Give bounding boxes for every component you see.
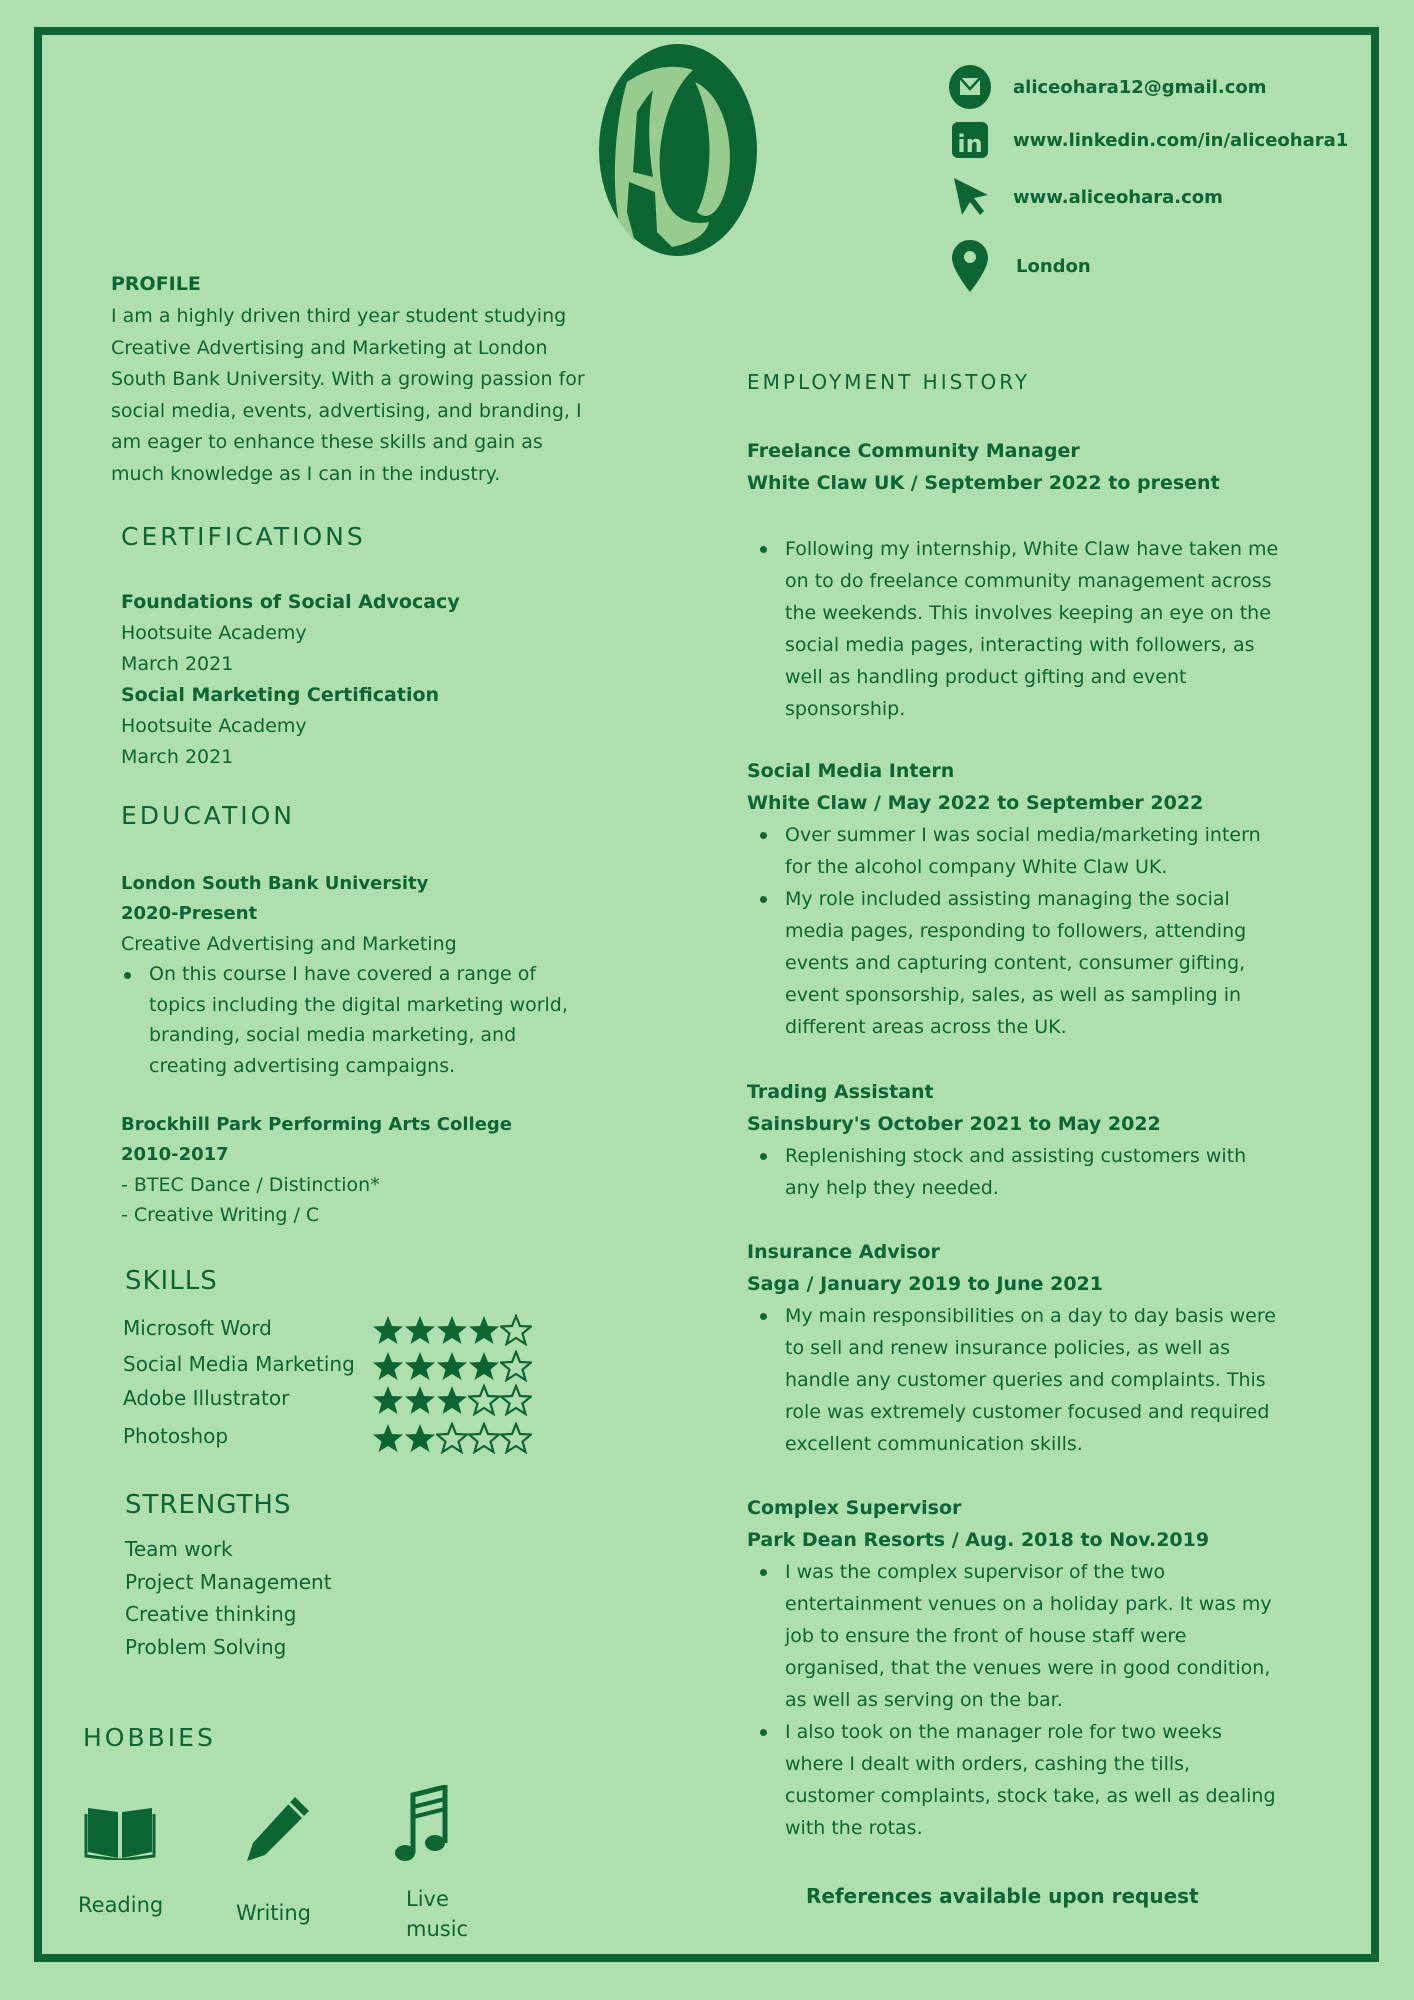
job-company-dates: White Claw UK / September 2022 to present xyxy=(747,472,1220,494)
certification-issuer: Hootsuite Academy xyxy=(121,622,307,644)
job-bullet: I also took on the manager role for two weeks where I dealt with orders, cashing the tills, customer complaints, stock take, as well as dealing with the rotas. xyxy=(747,1716,1347,1844)
contact-linkedin[interactable] xyxy=(948,118,1349,162)
contact-location xyxy=(948,238,1091,294)
job-title: Social Media Intern xyxy=(747,760,955,782)
job-company-dates: Saga / January 2019 to June 2021 xyxy=(747,1273,1103,1295)
profile-text: I am a highly driven third year student studying Creative Advertising and Marketing at London South Bank University. With a growing passion for social media, events, advertising, and branding, I am eager to enhance these skills and gain as much knowledge as I can in the industry. xyxy=(111,305,585,485)
star-filled-icon xyxy=(372,1384,404,1416)
job-bullets xyxy=(747,1300,1347,1460)
certification-item xyxy=(121,680,460,773)
job-company-dates: White Claw / May 2022 to September 2022 xyxy=(747,792,1204,814)
education-heading: EDUCATION xyxy=(121,801,295,830)
skill-rating xyxy=(372,1350,532,1382)
star-filled-icon xyxy=(468,1314,500,1346)
strength-item: Problem Solving xyxy=(125,1634,287,1659)
star-filled-icon xyxy=(404,1422,436,1454)
star-filled-icon xyxy=(404,1314,436,1346)
star-filled-icon xyxy=(372,1422,404,1454)
job-bullet: My role included assisting managing the social media pages, responding to followers, attending events and capturing content, consumer gifting, event sponsorship, sales, as well as sampling in different areas across the UK. xyxy=(747,883,1347,1043)
certification-issuer: Hootsuite Academy xyxy=(121,715,307,737)
job-bullets xyxy=(747,1556,1347,1844)
certification-title: Social Marketing Certification xyxy=(121,684,440,706)
linkedin-text[interactable]: www.linkedin.com/in/aliceohara1 xyxy=(1013,129,1349,151)
location-pin-icon xyxy=(948,238,992,294)
job-title: Complex Supervisor xyxy=(747,1497,962,1519)
job-title: Insurance Advisor xyxy=(747,1241,940,1263)
strength-item: Project Management xyxy=(125,1569,332,1594)
employment-heading: EMPLOYMENT HISTORY xyxy=(747,370,1031,394)
job-bullet: My main responsibilities on a day to day basis were to sell and renew insurance policies, as well as handle any customer queries and complaints. This role was extremely customer focused and required excellent communication skills. xyxy=(747,1300,1347,1460)
job-bullet: Following my internship, White Claw have taken me on to do freelance community management across the weekends. This involves keeping an eye on the social media pages, interacting with followers, as well as handling product gifting and event sponsorship. xyxy=(747,533,1347,725)
job-entry xyxy=(747,1236,1347,1460)
star-filled-icon xyxy=(468,1350,500,1382)
hobby-label: Live music xyxy=(406,1887,469,1941)
school-years: 2010-2017 xyxy=(121,1144,229,1165)
email-icon xyxy=(948,65,992,109)
course-name: Creative Advertising and Marketing xyxy=(121,933,457,955)
qualification: - BTEC Dance / Distinction* xyxy=(121,1174,380,1196)
qualification: - Creative Writing / C xyxy=(121,1204,320,1226)
star-filled-icon xyxy=(372,1350,404,1382)
skill-name: Microsoft Word xyxy=(123,1316,272,1340)
school-name: Brockhill Park Performing Arts College xyxy=(121,1114,513,1135)
job-entry xyxy=(747,1076,1347,1204)
job-bullets xyxy=(747,533,1347,725)
email-text[interactable]: aliceohara12@gmail.com xyxy=(1013,76,1267,98)
skill-name: Social Media Marketing xyxy=(123,1352,355,1376)
website-text[interactable]: www.aliceohara.com xyxy=(1013,186,1223,208)
hobby-label: Writing xyxy=(236,1901,311,1925)
job-entry xyxy=(747,435,1347,725)
job-company-dates: Park Dean Resorts / Aug. 2018 to Nov.2019 xyxy=(747,1529,1210,1551)
hobbies-heading: HOBBIES xyxy=(83,1723,216,1752)
skills-heading: SKILLS xyxy=(125,1266,218,1296)
location-text: London xyxy=(1016,255,1091,277)
star-filled-icon xyxy=(436,1384,468,1416)
education-bullet: On this course I have covered a range of topics including the digital marketing world, branding, social media marketing, and creating advertising campaigns. xyxy=(111,959,641,1081)
cursor-icon xyxy=(948,175,992,219)
star-filled-icon xyxy=(404,1350,436,1382)
ao-logo xyxy=(597,42,759,258)
book-icon xyxy=(84,1800,156,1860)
job-bullet: I was the complex supervisor of the two entertainment venues on a holiday park. It was my job to ensure the front of house staff were organised, that the venues were in good condition, as well as serving on the bar. xyxy=(747,1556,1347,1716)
star-empty-icon xyxy=(468,1422,500,1454)
strengths-heading: STRENGTHS xyxy=(125,1490,292,1520)
skill-rating xyxy=(372,1422,532,1454)
strength-item: Creative thinking xyxy=(125,1602,297,1626)
contact-email[interactable] xyxy=(948,65,1267,109)
star-empty-icon xyxy=(500,1314,532,1346)
star-empty-icon xyxy=(500,1350,532,1382)
star-filled-icon xyxy=(436,1314,468,1346)
education-item xyxy=(121,869,641,1081)
strengths-list xyxy=(125,1533,332,1663)
star-filled-icon xyxy=(436,1350,468,1382)
pen-icon xyxy=(243,1793,313,1863)
job-bullets xyxy=(747,1140,1347,1204)
skill-rating xyxy=(372,1314,532,1346)
certification-date: March 2021 xyxy=(121,653,234,675)
linkedin-icon xyxy=(948,118,992,162)
job-entry xyxy=(747,1492,1347,1844)
job-entry xyxy=(747,755,1347,1043)
svg-text:in: in xyxy=(957,130,983,158)
star-empty-icon xyxy=(500,1422,532,1454)
strength-item: Team work xyxy=(125,1537,233,1561)
skill-name: Photoshop xyxy=(123,1424,229,1448)
star-filled-icon xyxy=(404,1384,436,1416)
job-title: Freelance Community Manager xyxy=(747,440,1080,462)
certifications-list xyxy=(121,587,460,773)
hobby-label: Reading xyxy=(78,1893,164,1917)
star-empty-icon xyxy=(436,1422,468,1454)
certification-item xyxy=(121,587,460,680)
job-bullets xyxy=(747,819,1347,1043)
profile-heading: PROFILE xyxy=(111,273,201,295)
school-name: London South Bank University xyxy=(121,873,429,894)
job-company-dates: Sainsbury's October 2021 to May 2022 xyxy=(747,1113,1161,1135)
music-note-icon xyxy=(393,1785,453,1865)
skill-name: Adobe Illustrator xyxy=(123,1386,290,1410)
star-empty-icon xyxy=(468,1384,500,1416)
star-filled-icon xyxy=(372,1314,404,1346)
job-bullet: Replenishing stock and assisting customers with any help they needed. xyxy=(747,1140,1347,1204)
references-note: References available upon request xyxy=(806,1884,1199,1908)
skill-rating xyxy=(372,1384,532,1416)
job-bullet: Over summer I was social media/marketing intern for the alcohol company White Claw UK. xyxy=(747,819,1347,883)
certification-title: Foundations of Social Advocacy xyxy=(121,591,460,613)
contact-website[interactable] xyxy=(948,175,1223,219)
star-empty-icon xyxy=(500,1384,532,1416)
job-title: Trading Assistant xyxy=(747,1081,934,1103)
education-item xyxy=(121,1110,641,1230)
certifications-heading: CERTIFICATIONS xyxy=(121,522,366,551)
certification-date: March 2021 xyxy=(121,746,234,768)
school-years: 2020-Present xyxy=(121,903,258,924)
